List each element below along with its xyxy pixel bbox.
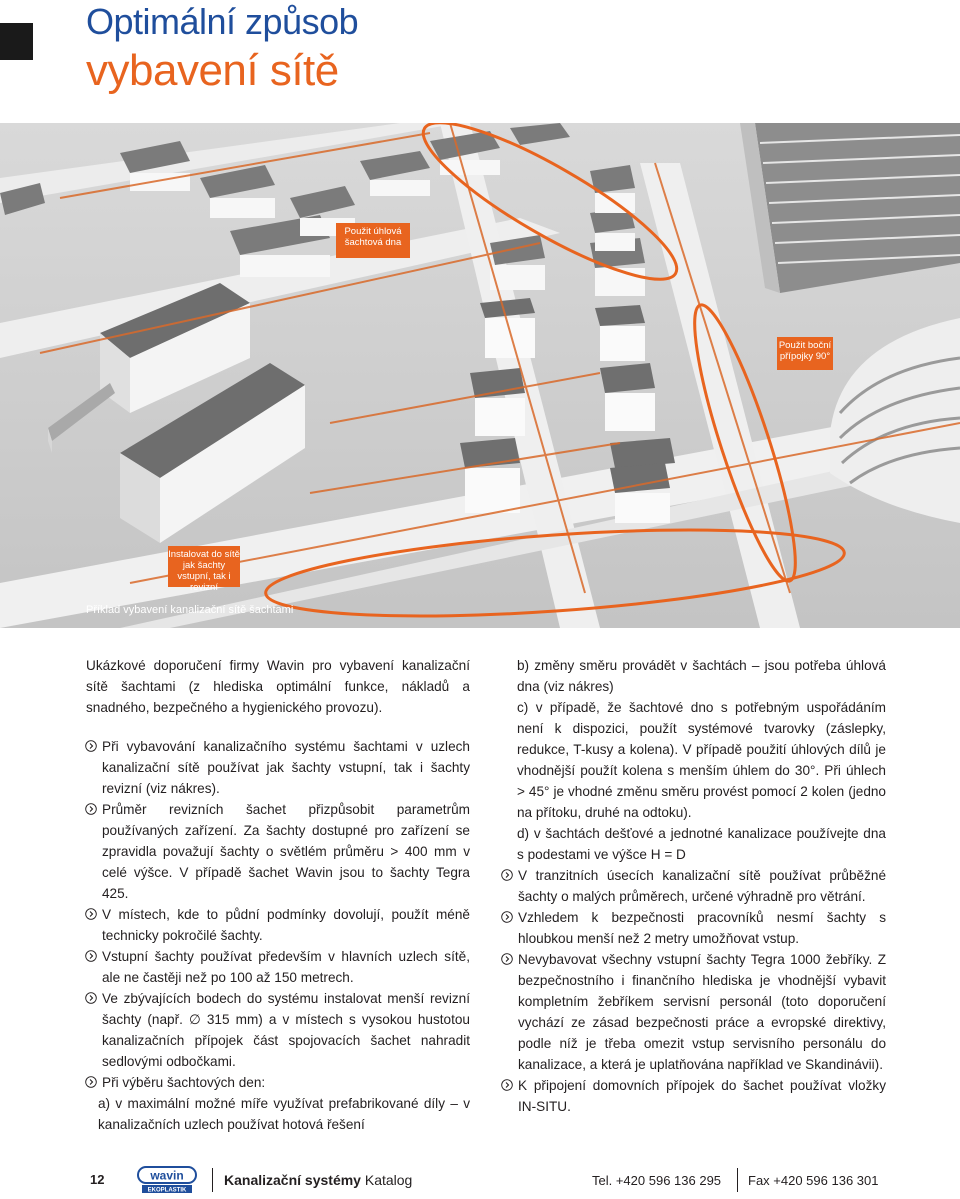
network-illustration-svg [0, 123, 960, 628]
bullet-item [86, 904, 470, 946]
bullet-text: Nevybavovat všechny vstupní šachty Tegra 1000 žebříky. Z bezpečnostního i finančního hlediska je vhodnější vybavit kompletním žebříkem servisní personál (toto doporučení vychází ze zásad bezpečnosti práce a evropské direktivy, podle níž je třeba omezit vstup servisního personálu do kanalizace, a která je uplatňována například ve Skandinávii). [518, 952, 886, 1072]
logo-subtext: EKOPLASTIK [147, 1187, 187, 1194]
chevron-right-icon [85, 803, 97, 815]
bullet-text: Při výběru šachtových den: [102, 1075, 266, 1090]
bullet-text: Při vybavování kanalizačního systému šachtami v uzlech kanalizační sítě používat jak šachty vstupní, tak i šachty revizní (viz nákres). [102, 739, 470, 796]
chevron-right-icon [501, 953, 513, 965]
chevron-right-icon [85, 908, 97, 920]
bullet-text: K připojení domovních přípojek do šachet používat vložky IN-SITU. [518, 1078, 886, 1114]
callout-side-connections: Použit boční přípojky 90° [777, 337, 833, 370]
chevron-right-icon [85, 992, 97, 1004]
page-title-line1: Optimální způsob [86, 1, 359, 42]
page-number: 12 [90, 1172, 105, 1187]
wavin-logo [136, 1166, 200, 1194]
illustration-caption: Příklad vybavení kanalizační sítě šachtami [86, 604, 294, 616]
bullet-text: Ve zbývajících bodech do systému instalovat menší revizní šachty (např. ∅ 315 mm) a v místech s vysokou hustotou kanalizačních přípojek část spojovacích šachet nahradit sedlovými odbočkami. [102, 991, 470, 1069]
right-column [502, 655, 886, 1117]
logo-wordmark: wavin [150, 1168, 184, 1183]
callout-angular-bottoms: Použit úhlová šachtová dna [336, 223, 410, 258]
bullet-item [86, 1072, 470, 1093]
chevron-right-icon [85, 1076, 97, 1088]
sub-item-a: a) v maximální možné míře využívat prefabrikované díly – v kanalizačních uzlech používat hotová řešení [98, 1096, 470, 1132]
intro-paragraph: Ukázkové doporučení firmy Wavin pro vybavení kanalizační sítě šachtami (z hlediska optimální funkce, nákladů a snadného, bezpečného a hygienického provozu). [86, 658, 470, 715]
bullet-item [502, 949, 886, 1075]
bullet-item [502, 865, 886, 907]
chevron-right-icon [501, 1079, 513, 1091]
bullet-item [502, 1075, 886, 1117]
bullet-text: Vzhledem k bezpečnosti pracovníků nesmí šachty s hloubkou menší než 2 metry umožňovat vstup. [518, 910, 886, 946]
sub-item-d: d) v šachtách dešťové a jednotné kanalizace používejte dna s podestami ve výšce H = D [517, 826, 886, 862]
bullet-item [86, 946, 470, 988]
wavin-logo-svg [136, 1166, 200, 1194]
bullet-text: V místech, kde to půdní podmínky dovolují, použít méně technicky pokročilé šachty. [102, 907, 470, 943]
footer-title-rest: Katalog [360, 1172, 413, 1188]
callout-install-manholes: Instalovat do sítě jak šachty vstupní, tak i revizní [168, 546, 240, 587]
footer-divider [737, 1168, 738, 1192]
bullet-item [86, 736, 470, 799]
page-title-line2: vybavení sítě [86, 46, 339, 95]
left-column [86, 655, 470, 1135]
footer-divider [212, 1168, 213, 1192]
bullet-item [86, 799, 470, 904]
footer-fax: Fax +420 596 136 301 [748, 1173, 879, 1188]
bullet-text: Vstupní šachty používat především v hlavních uzlech sítě, ale ne častěji než po 100 až 150 metrech. [102, 949, 470, 985]
footer-title [224, 1172, 412, 1188]
footer-title-bold: Kanalizační systémy [224, 1172, 361, 1188]
chevron-right-icon [85, 950, 97, 962]
bullet-item [86, 988, 470, 1072]
chevron-right-icon [85, 740, 97, 752]
network-illustration [0, 123, 960, 628]
bullet-item [502, 907, 886, 949]
chevron-right-icon [501, 869, 513, 881]
bullet-text: Průměr revizních šachet přizpůsobit parametrům používaných zařízení. Za šachty dostupné pro zařízení se zpravidla považují šachty o světlém průměru > 400 mm v celé výšce. V případě šachet Wavin jsou to šachty Tegra 425. [102, 802, 470, 901]
sub-item-c: c) v případě, že šachtové dno s potřebným uspořádáním není k dispozici, použít systémové tvarovky (záslepky, redukce, T-kusy a kolena). V případě použití úhlových dílů je vhodnější použít kolena s menším úhlem do 30°. Při úhlech > 45° je vhodné změnu směru provést pomocí 2 kolen (jedno na přítoku, druhé na odtoku). [517, 700, 886, 820]
sub-item-b: b) změny směru provádět v šachtách – jsou potřeba úhlová dna (viz nákres) [517, 658, 886, 694]
corner-marker [0, 23, 33, 60]
bullet-text: V tranzitních úsecích kanalizační sítě používat průběžné šachty o malých průměrech, určené výhradně pro větrání. [518, 868, 886, 904]
footer-phone: Tel. +420 596 136 295 [592, 1173, 722, 1188]
chevron-right-icon [501, 911, 513, 923]
